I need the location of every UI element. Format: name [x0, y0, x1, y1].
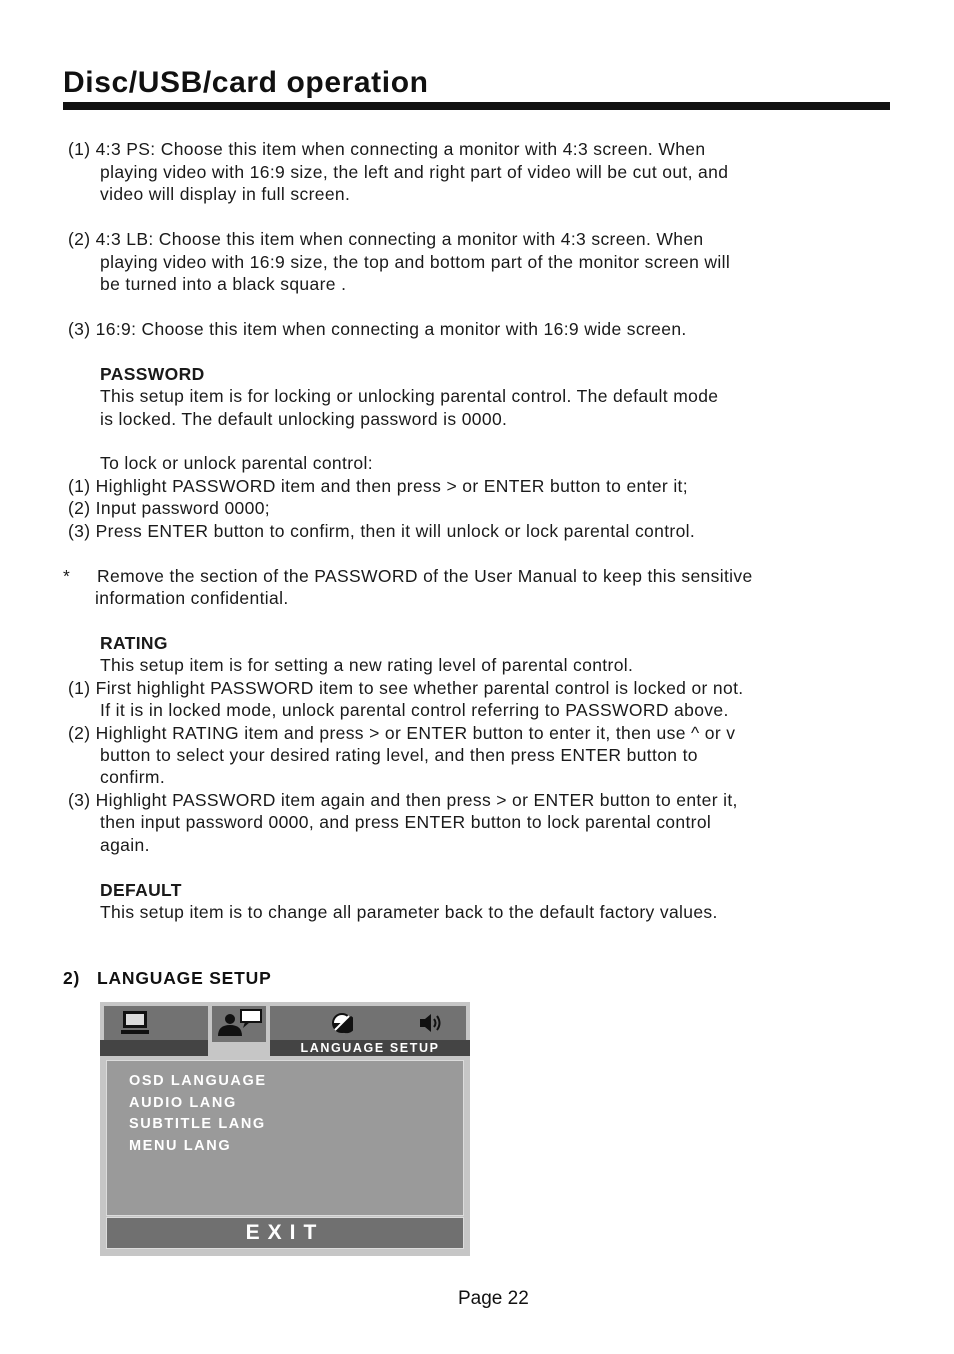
text-line: playing video with 16:9 size, the left and right part of video will be cut out, and [100, 162, 729, 182]
note-asterisk: * [63, 566, 71, 586]
text-line: (3) Press ENTER button to confirm, then it will unlock or lock parental control. [68, 521, 696, 541]
osd-tab-bar [104, 1006, 466, 1040]
osd-strip [100, 1040, 208, 1056]
section-title: LANGUAGE SETUP [97, 968, 272, 988]
title-rule [63, 102, 890, 110]
osd-exit-button[interactable]: EXIT [106, 1217, 464, 1249]
text-line: If it is in locked mode, unlock parental control referring to PASSWORD above. [100, 700, 729, 720]
text-line: video will display in full screen. [100, 184, 351, 204]
audio-speaker-icon[interactable] [418, 1012, 444, 1034]
osd-item-osd-language[interactable]: OSD LANGUAGE [129, 1073, 267, 1089]
text-line: Remove the section of the PASSWORD of the User Manual to keep this sensitive [97, 566, 753, 586]
text-line: (2) 4:3 LB: Choose this item when connecting a monitor with 4:3 screen. When [68, 229, 704, 249]
text-line: confirm. [100, 767, 166, 787]
text-line: then input password 0000, and press ENTER button to lock parental control [100, 812, 712, 832]
heading-password: PASSWORD [100, 364, 205, 384]
monitor-icon[interactable] [120, 1010, 150, 1036]
osd-item-list [106, 1060, 464, 1216]
text-line: This setup item is for setting a new rating level of parental control. [100, 655, 634, 675]
osd-menu [100, 1002, 470, 1256]
text-line: again. [100, 835, 150, 855]
text-line: To lock or unlock parental control: [100, 453, 373, 473]
text-line: (1) First highlight PASSWORD item to see whether parental control is locked or not. [68, 678, 744, 698]
text-line: This setup item is for locking or unlocking parental control. The default mode [100, 386, 719, 406]
page-number: Page 22 [458, 1288, 529, 1309]
text-line: (1) Highlight PASSWORD item and then press > or ENTER button to enter it; [68, 476, 688, 496]
language-person-icon[interactable] [214, 1008, 266, 1038]
text-line: information confidential. [95, 588, 289, 608]
preference-icon[interactable] [331, 1012, 353, 1034]
text-line: This setup item is to change all parameter back to the default factory values. [100, 902, 718, 922]
page-title: Disc/USB/card operation [63, 66, 429, 99]
section-number: 2) [63, 968, 81, 988]
heading-default: DEFAULT [100, 880, 182, 900]
text-line: (3) 16:9: Choose this item when connecting a monitor with 16:9 wide screen. [68, 319, 687, 339]
osd-item-subtitle-lang[interactable]: SUBTITLE LANG [129, 1116, 266, 1132]
text-line: button to select your desired rating level, and then press ENTER button to [100, 745, 698, 765]
osd-item-menu-lang[interactable]: MENU LANG [129, 1138, 232, 1154]
heading-rating: RATING [100, 633, 168, 653]
osd-header: LANGUAGE SETUP [270, 1040, 470, 1056]
text-line: (2) Highlight RATING item and press > or ENTER button to enter it, then use ^ or v [68, 723, 736, 743]
text-line: (2) Input password 0000; [68, 498, 270, 518]
text-line: is locked. The default unlocking password is 0000. [100, 409, 508, 429]
text-line: playing video with 16:9 size, the top and bottom part of the monitor screen will [100, 252, 731, 272]
text-line: (1) 4:3 PS: Choose this item when connecting a monitor with 4:3 screen. When [68, 139, 706, 159]
osd-item-audio-lang[interactable]: AUDIO LANG [129, 1095, 237, 1111]
text-line: (3) Highlight PASSWORD item again and then press > or ENTER button to enter it, [68, 790, 738, 810]
text-line: be turned into a black square . [100, 274, 347, 294]
